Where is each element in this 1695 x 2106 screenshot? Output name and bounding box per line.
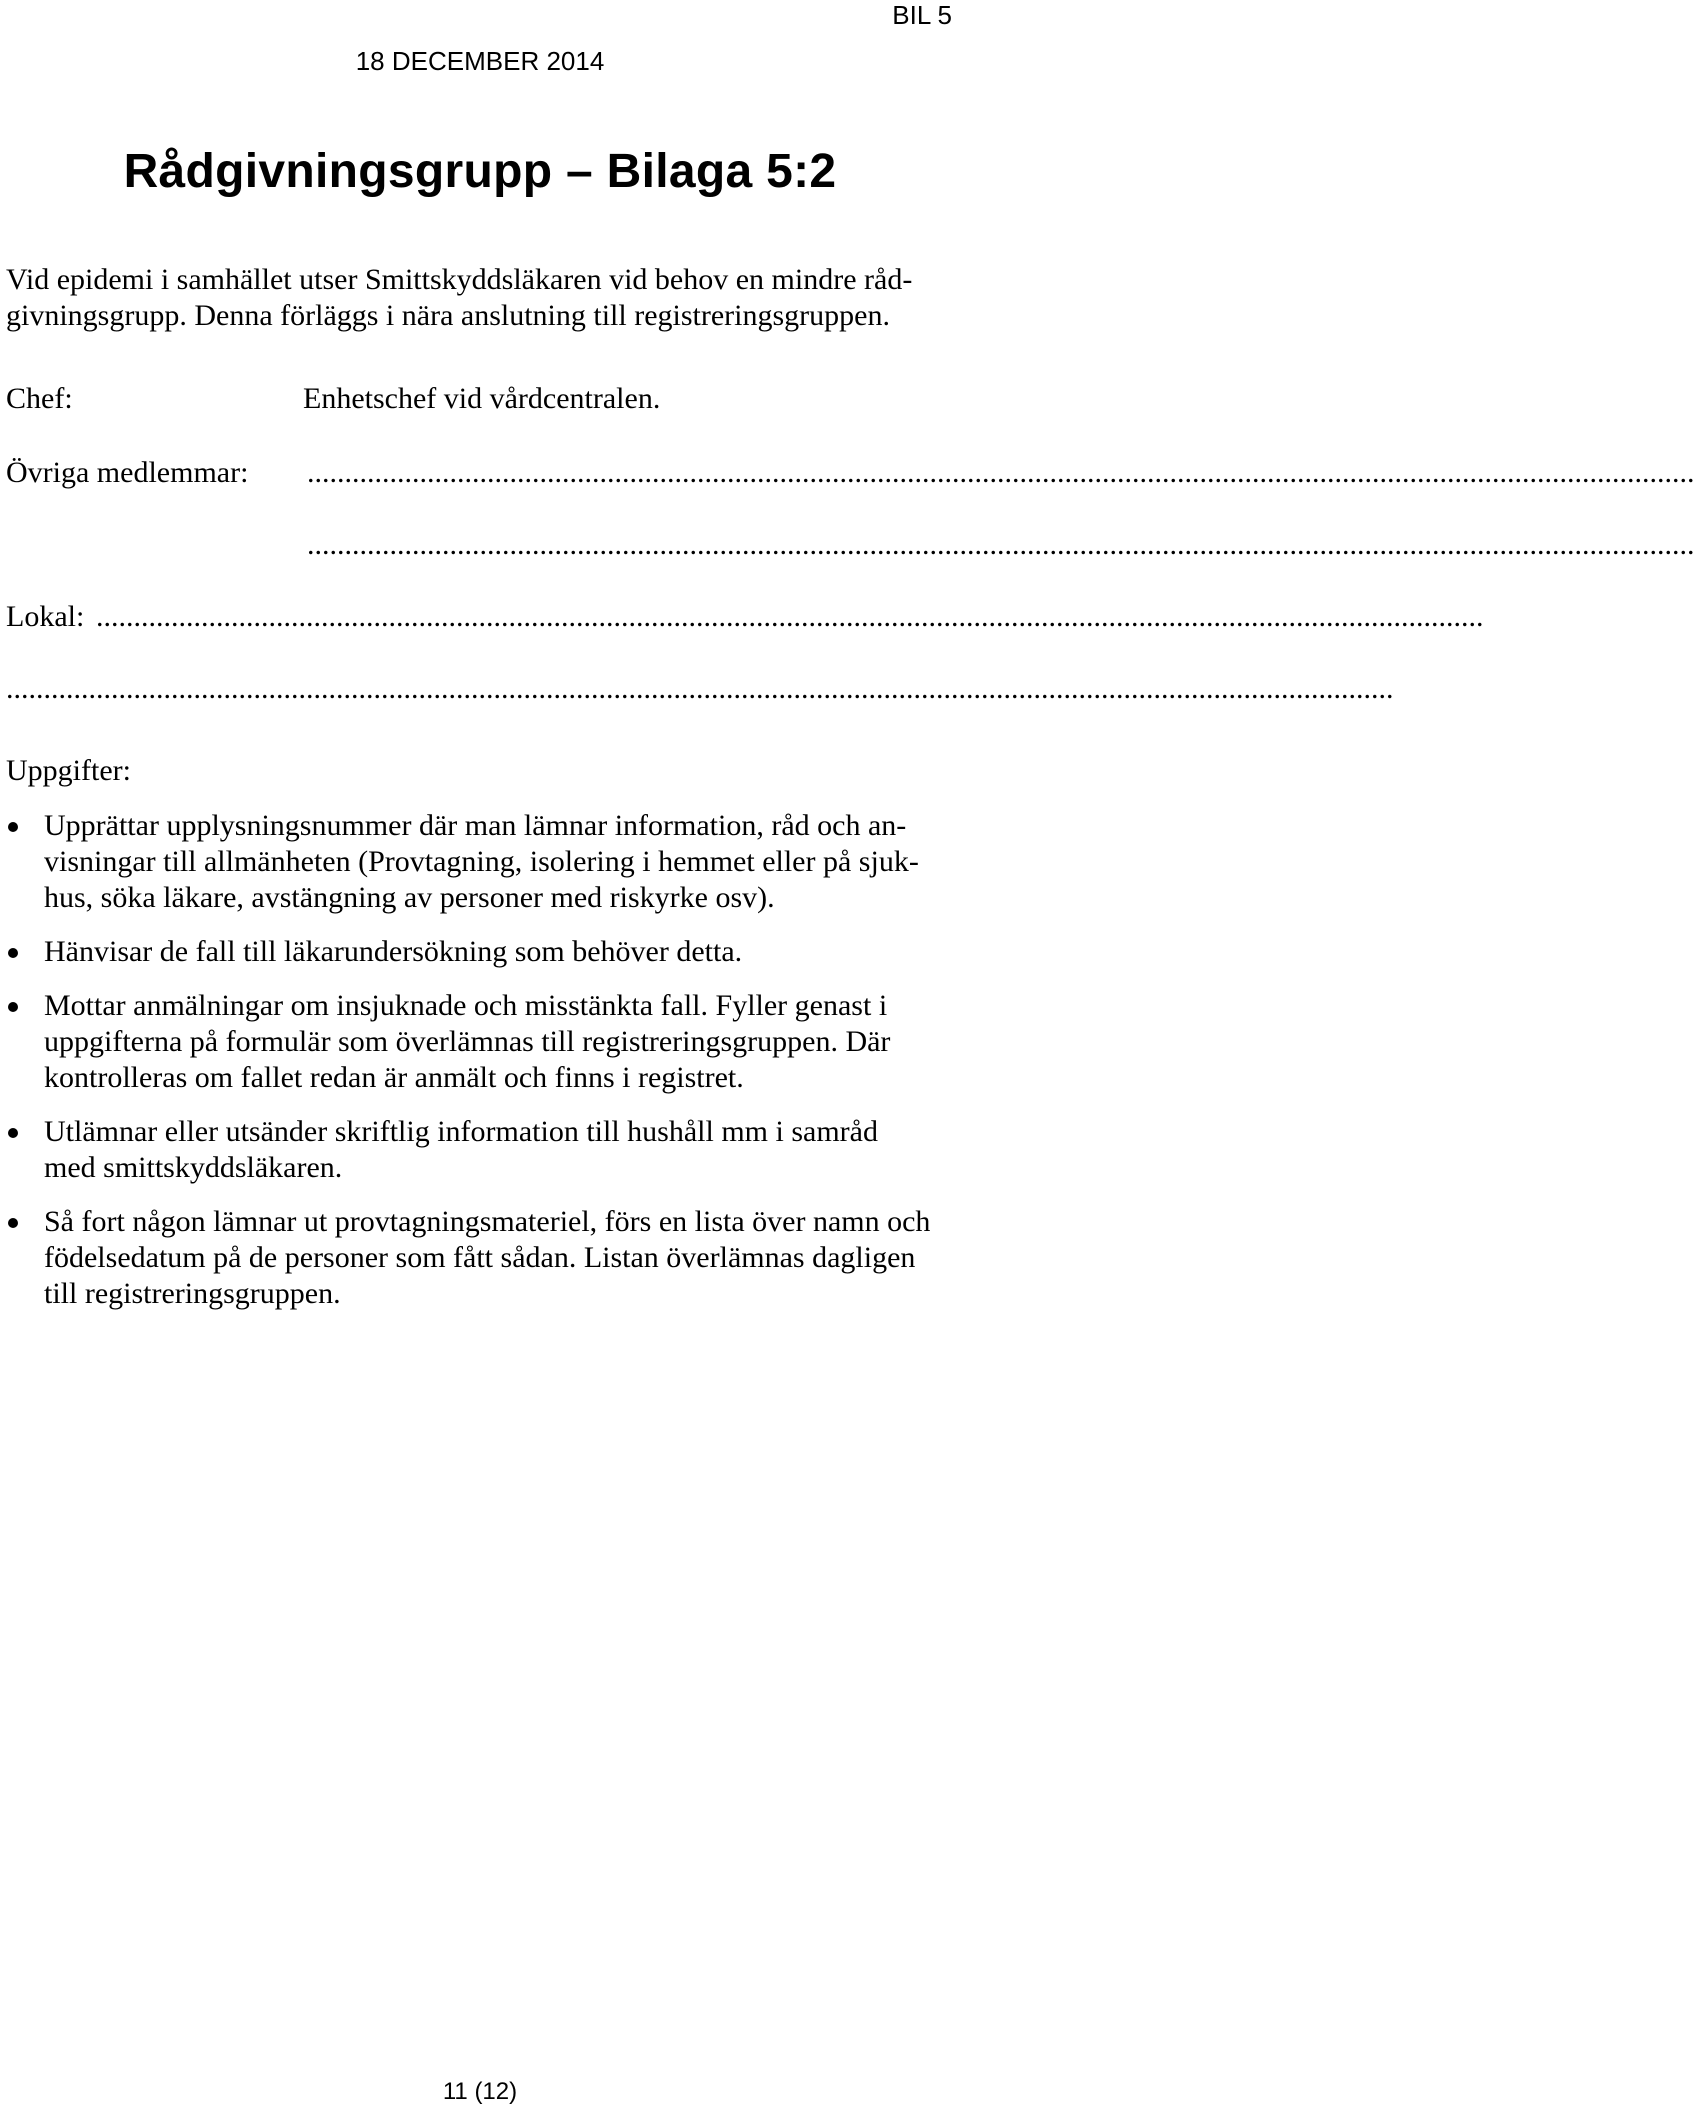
lokal-fill-line: ......................................................................................................................................................................................... [96, 600, 1484, 633]
intro-line: givningsgrupp. Denna förläggs i nära anslutning till registreringsgruppen. [6, 299, 890, 332]
lokal-label: Lokal: [6, 600, 85, 633]
list-item [6, 1204, 946, 1312]
list-item [6, 934, 946, 970]
bullet-icon [8, 1128, 18, 1138]
chef-value: Enhetschef vid vårdcentralen. [303, 382, 661, 415]
tasks-list [6, 808, 946, 1330]
bullet-icon [8, 1002, 18, 1012]
task-line: Hänvisar de fall till läkarundersökning som behöver detta. [44, 935, 743, 968]
members-label: Övriga medlemmar: [6, 456, 249, 489]
page-number: 11 (12) [442, 2078, 518, 2105]
task-line: till registreringsgruppen. [44, 1277, 341, 1310]
lokal-fill-line: ......................................................................................................................................................................................... [6, 672, 1394, 705]
task-line: kontrolleras om fallet redan är anmält och finns i registret. [44, 1061, 744, 1094]
bullet-icon [8, 948, 18, 958]
task-line: Upprättar upplysningsnummer där man lämnar information, råd och an- [44, 809, 907, 842]
chef-label: Chef: [6, 382, 73, 415]
list-item [6, 808, 946, 916]
list-item [6, 988, 946, 1096]
task-line: uppgifterna på formulär som överlämnas till registreringsgruppen. Där [44, 1025, 891, 1058]
task-line: med smittskyddsläkaren. [44, 1151, 343, 1184]
bullet-icon [8, 822, 18, 832]
document-date: 18 DECEMBER 2014 [355, 46, 605, 76]
intro-paragraph [6, 262, 946, 334]
bullet-icon [8, 1218, 18, 1228]
task-line: Mottar anmälningar om insjuknade och misstänkta fall. Fyller genast i [44, 989, 888, 1022]
members-fill-line: ......................................................................................................................................................................................... [307, 528, 1695, 561]
list-item [6, 1114, 946, 1186]
task-line: visningar till allmänheten (Provtagning, isolering i hemmet eller på sjuk- [44, 845, 919, 878]
members-fill-line: ......................................................................................................................................................................................... [307, 456, 1695, 489]
attachment-label: BIL 5 [892, 0, 952, 30]
task-line: hus, söka läkare, avstängning av personer med riskyrke osv). [44, 881, 775, 914]
tasks-heading: Uppgifter: [6, 754, 131, 787]
intro-line: Vid epidemi i samhället utser Smittskyddsläkaren vid behov en mindre råd- [6, 263, 913, 296]
task-line: födelsedatum på de personer som fått sådan. Listan överlämnas dagligen [44, 1241, 916, 1274]
task-line: Så fort någon lämnar ut provtagningsmateriel, förs en lista över namn och [44, 1205, 931, 1238]
task-line: Utlämnar eller utsänder skriftlig information till hushåll mm i samråd [44, 1115, 878, 1148]
page-title: Rådgivningsgrupp – Bilaga 5:2 [123, 145, 837, 198]
